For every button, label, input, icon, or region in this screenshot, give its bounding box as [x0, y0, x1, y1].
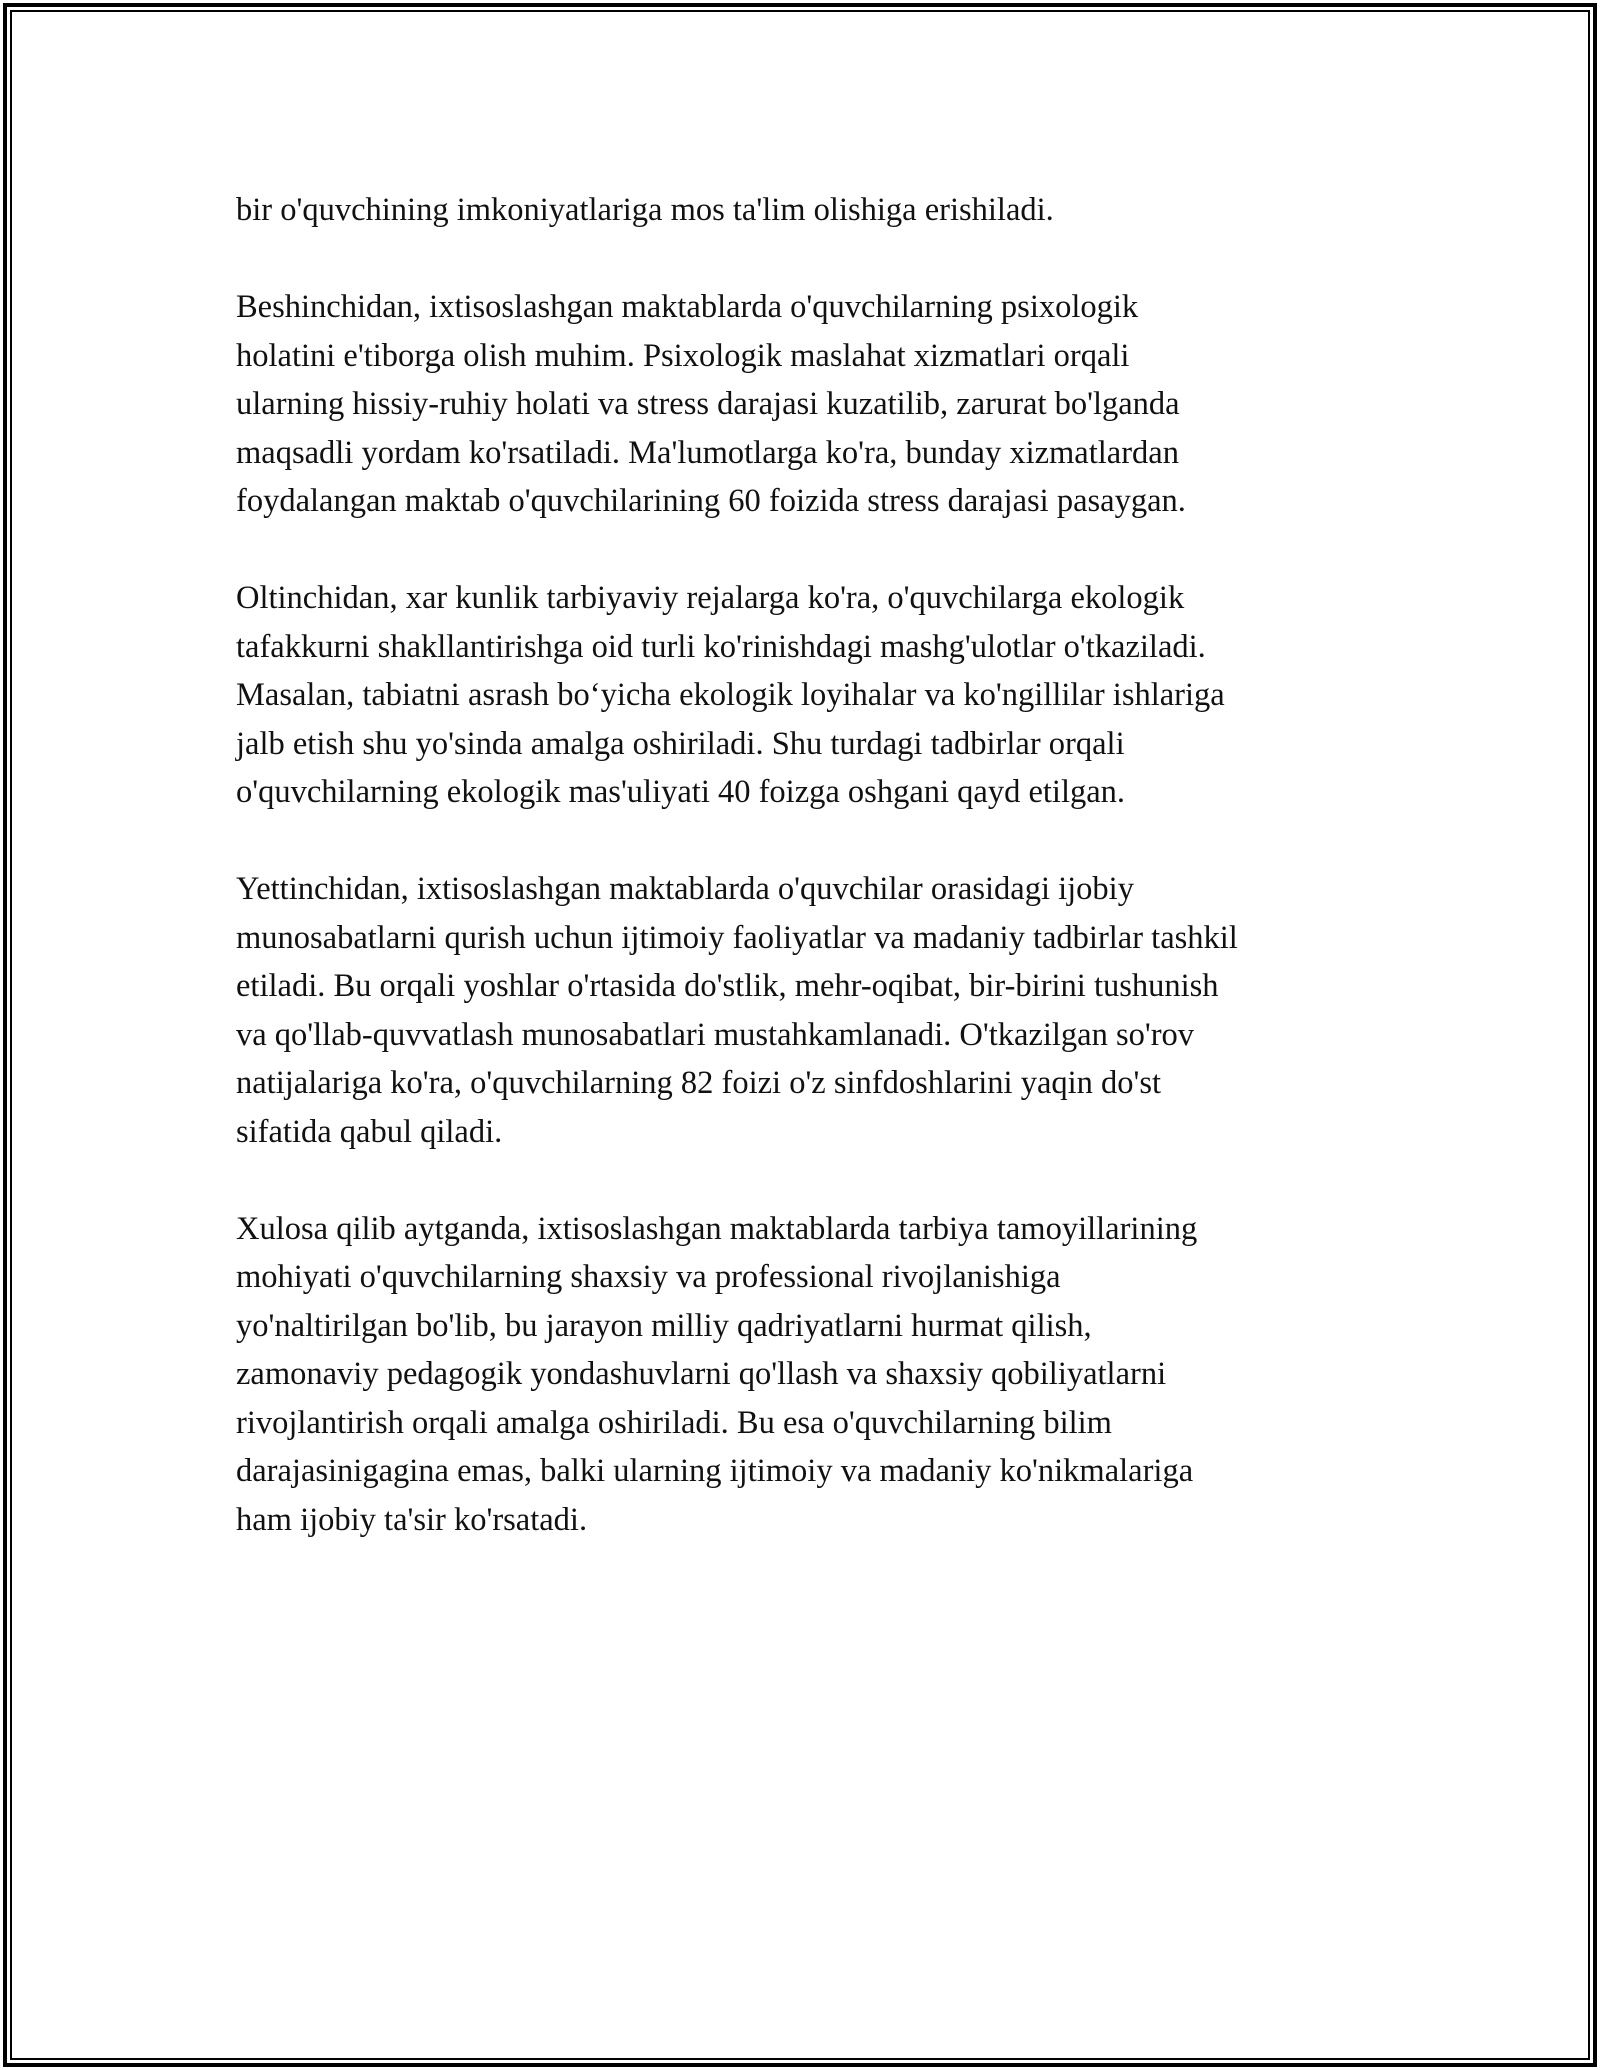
paragraph-1 — [236, 186, 1386, 235]
paragraph-3 — [236, 574, 1386, 817]
text-line: ham ijobiy ta'sir ko'rsatadi. — [236, 1501, 588, 1538]
text-line: bir o'quvchining imkoniyatlariga mos ta'lim olishiga erishiladi. — [236, 192, 1054, 228]
text-line: natijalariga ko'ra, o'quvchilarning 82 foizi o'z sinfdoshlarini yaqin do'st — [236, 1065, 1162, 1101]
text-line: tafakkurni shakllantirishga oid turli ko'rinishdagi mashg'ulotlar o'tkaziladi. — [236, 628, 1206, 665]
text-line: mohiyati o'quvchilarning shaxsiy va professional rivojlanishiga — [236, 1259, 1061, 1295]
text-line: Masalan, tabiatni asrash bo‘yicha ekologik loyihalar va ko'ngillilar ishlariga — [236, 677, 1225, 713]
text-line: maqsadli yordam ko'rsatiladi. Ma'lumotlarga ko'ra, bunday xizmatlardan — [236, 434, 1179, 471]
text-line: darajasinigagina emas, balki ularning ijtimoiy va madaniy ko'nikmalariga — [236, 1453, 1194, 1489]
paragraph-2 — [236, 283, 1386, 526]
text-line: rivojlantirish orqali amalga oshiriladi. Bu esa o'quvchilarning bilim — [236, 1404, 1112, 1441]
text-line: Oltinchidan, xar kunlik tarbiyaviy rejalarga ko'ra, o'quvchilarga ekologik — [236, 580, 1185, 616]
text-line: va qo'llab-quvvatlash munosabatlari mustahkamlanadi. O'tkazilgan so'rov — [236, 1016, 1195, 1053]
paragraph-4 — [236, 865, 1386, 1156]
text-line: o'quvchilarning ekologik mas'uliyati 40 foizga oshgani qayd etilgan. — [236, 774, 1126, 810]
text-line: zamonaviy pedagogik yondashuvlarni qo'llash va shaxsiy qobiliyatlarni — [236, 1356, 1167, 1392]
text-line: ularning hissiy-ruhiy holati va stress darajasi kuzatilib, zarurat bo'lganda — [236, 386, 1180, 422]
text-line: etiladi. Bu orqali yoshlar o'rtasida do'stlik, mehr-oqibat, bir-birini tushunish — [236, 968, 1219, 1004]
text-line: foydalangan maktab o'quvchilarining 60 foizida stress darajasi pasaygan. — [236, 483, 1186, 519]
text-line: jalb etish shu yo'sinda amalga oshiriladi. Shu turdagi tadbirlar orqali — [236, 725, 1125, 762]
text-line: Yettinchidan, ixtisoslashgan maktablarda o'quvchilar orasidagi ijobiy — [236, 871, 1134, 907]
text-line: yo'naltirilgan bo'lib, bu jarayon milliy qadriyatlarni hurmat qilish, — [236, 1307, 1092, 1344]
text-line: holatini e'tiborga olish muhim. Psixologik maslahat xizmatlari orqali — [236, 337, 1130, 374]
paragraph-5 — [236, 1205, 1386, 1545]
text-line: munosabatlarni qurish uchun ijtimoiy faoliyatlar va madaniy tadbirlar tashkil — [236, 919, 1238, 956]
text-line: Xulosa qilib aytganda, ixtisoslashgan maktablarda tarbiya tamoyillarining — [236, 1210, 1198, 1247]
text-line: Beshinchidan, ixtisoslashgan maktablarda o'quvchilarning psixologik — [236, 289, 1139, 325]
document-body — [236, 186, 1386, 1593]
text-line: sifatida qabul qiladi. — [236, 1113, 503, 1150]
